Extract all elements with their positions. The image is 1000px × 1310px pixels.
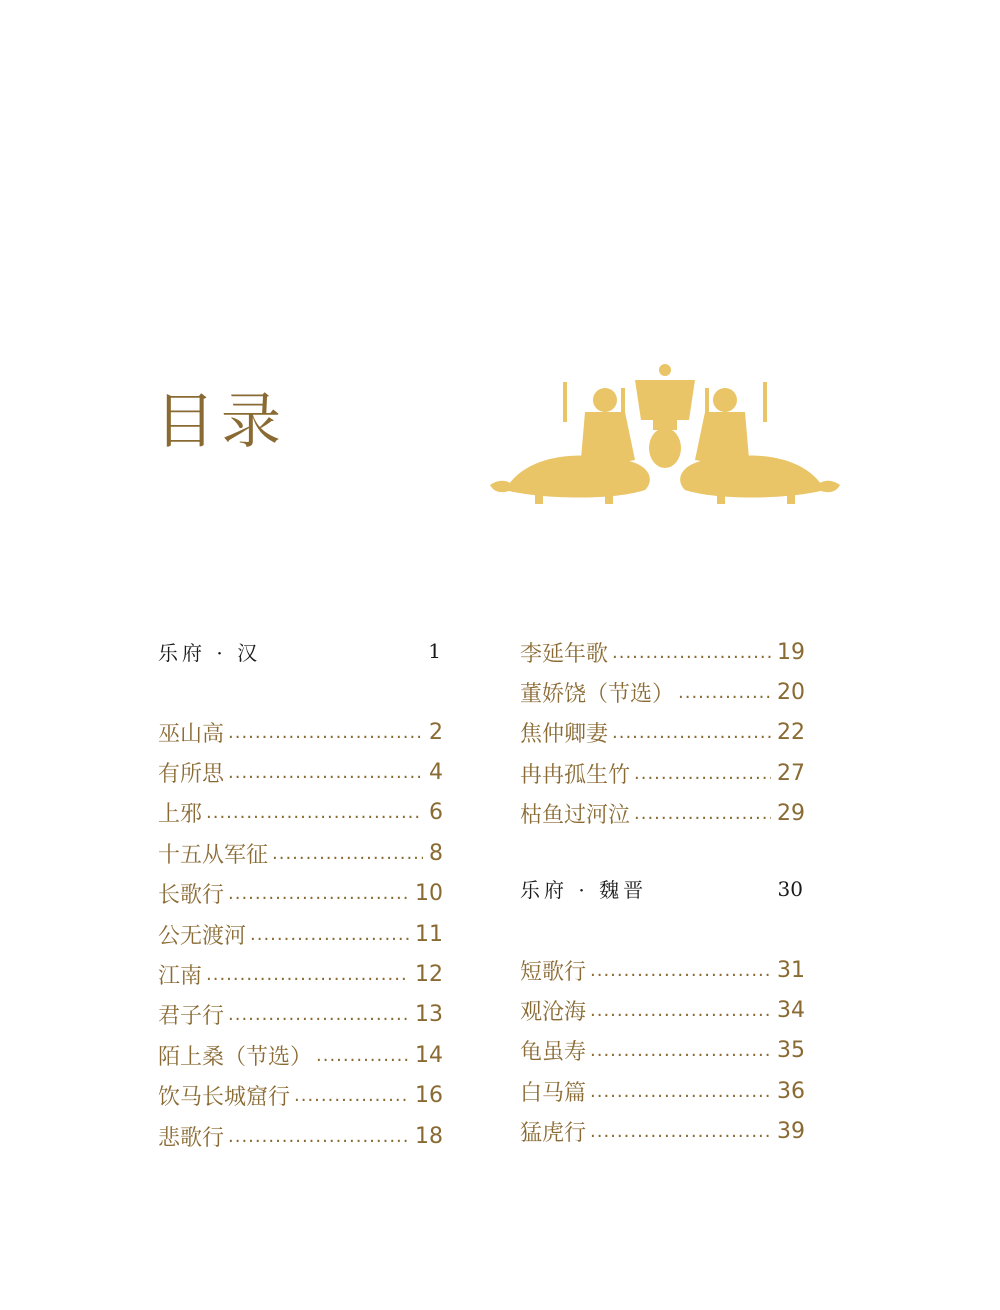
- leader-dots: [228, 762, 423, 783]
- entry-page-number: 22: [777, 720, 805, 746]
- entry-title: 观沧海: [520, 1000, 587, 1026]
- entry-title: 长歌行: [158, 883, 225, 909]
- toc-entry[interactable]: [158, 954, 443, 994]
- leader-dots: [678, 682, 771, 703]
- leader-dots: [612, 642, 771, 663]
- entry-page-number: 18: [415, 1123, 443, 1149]
- entry-title: 悲歌行: [158, 1125, 225, 1151]
- entry-title: 巫山高: [158, 721, 225, 747]
- entry-page-number: 34: [777, 998, 805, 1024]
- section-label: 乐府 · 魏晋: [520, 878, 648, 903]
- toc-entry[interactable]: [158, 1116, 443, 1156]
- entry-title: 董娇饶（节选）: [520, 682, 675, 708]
- section-page-number: 30: [777, 876, 803, 901]
- leader-dots: [634, 763, 771, 784]
- entry-page-number: 10: [415, 881, 443, 907]
- entry-page-number: 2: [429, 719, 443, 745]
- entry-title: 冉冉孤生竹: [520, 762, 631, 788]
- leader-dots: [228, 1004, 409, 1025]
- entry-page-number: 16: [415, 1083, 443, 1109]
- entry-page-number: 31: [777, 957, 805, 983]
- entry-title: 猛虎行: [520, 1121, 587, 1147]
- entry-title: 上邪: [158, 802, 203, 828]
- entry-page-number: 6: [429, 800, 443, 826]
- toc-column-right: [520, 632, 805, 1152]
- entry-title: 十五从军征: [158, 842, 269, 868]
- entry-page-number: 13: [415, 1002, 443, 1028]
- entry-page-number: 19: [777, 639, 805, 665]
- leader-dots: [590, 1000, 771, 1021]
- section-label: 乐府 · 汉: [158, 640, 262, 665]
- section-heading[interactable]: [158, 632, 443, 670]
- entry-title: 江南: [158, 964, 203, 990]
- leader-dots: [206, 964, 409, 985]
- toc-entry[interactable]: [520, 1071, 805, 1111]
- entry-page-number: 27: [777, 760, 805, 786]
- toc-entry[interactable]: [158, 914, 443, 954]
- entry-page-number: 29: [777, 801, 805, 827]
- leader-dots: [316, 1045, 409, 1066]
- entry-title: 枯鱼过河泣: [520, 803, 631, 829]
- entry-page-number: 11: [415, 921, 443, 947]
- leader-dots: [590, 960, 771, 981]
- entry-title: 陌上桑（节选）: [158, 1044, 313, 1070]
- leader-dots: [272, 843, 423, 864]
- leader-dots: [228, 1126, 409, 1147]
- page-title: 目录: [155, 387, 287, 457]
- entry-title: 饮马长城窟行: [158, 1085, 291, 1111]
- leader-dots: [612, 722, 771, 743]
- toc-entry[interactable]: [520, 950, 805, 990]
- toc-entry[interactable]: [158, 1076, 443, 1116]
- entry-page-number: 20: [777, 680, 805, 706]
- entry-title: 公无渡河: [158, 923, 247, 949]
- toc-entry[interactable]: [520, 753, 805, 793]
- section-heading[interactable]: [520, 870, 805, 908]
- entry-page-number: 39: [777, 1119, 805, 1145]
- entry-page-number: 8: [429, 840, 443, 866]
- toc-entry[interactable]: [520, 794, 805, 834]
- toc-entry[interactable]: [158, 833, 443, 873]
- leader-dots: [294, 1085, 409, 1106]
- entry-page-number: 12: [415, 962, 443, 988]
- entry-page-number: 14: [415, 1042, 443, 1068]
- entry-page-number: 4: [429, 760, 443, 786]
- leader-dots: [228, 883, 409, 904]
- leader-dots: [590, 1081, 771, 1102]
- section-page-number: 1: [428, 639, 441, 663]
- entry-page-number: 36: [777, 1078, 805, 1104]
- entry-title: 焦仲卿妻: [520, 722, 609, 748]
- leader-dots: [206, 802, 423, 823]
- toc-entry[interactable]: [520, 713, 805, 753]
- leader-dots: [590, 1121, 771, 1142]
- toc-entry[interactable]: [158, 995, 443, 1035]
- toc-entry[interactable]: [520, 1031, 805, 1071]
- toc-entry[interactable]: [158, 752, 443, 792]
- toc-entry[interactable]: [158, 1035, 443, 1075]
- toc-entry[interactable]: [520, 990, 805, 1030]
- toc-entry[interactable]: [520, 1112, 805, 1152]
- leader-dots: [590, 1040, 771, 1061]
- entry-title: 李延年歌: [520, 641, 609, 667]
- toc-entry[interactable]: [158, 793, 443, 833]
- leader-dots: [250, 924, 409, 945]
- leader-dots: [634, 803, 771, 824]
- ornamental-figures-icon: [485, 360, 845, 510]
- toc-entry[interactable]: [158, 712, 443, 752]
- entry-title: 龟虽寿: [520, 1040, 587, 1066]
- toc-entry[interactable]: [520, 632, 805, 672]
- entry-title: 有所思: [158, 762, 225, 788]
- entry-title: 短歌行: [520, 959, 587, 985]
- entry-title: 白马篇: [520, 1080, 587, 1106]
- toc-entry[interactable]: [158, 874, 443, 914]
- entry-page-number: 35: [777, 1038, 805, 1064]
- toc-entry[interactable]: [520, 672, 805, 712]
- entry-title: 君子行: [158, 1004, 225, 1030]
- toc-column-left: [158, 632, 443, 1156]
- leader-dots: [228, 722, 423, 743]
